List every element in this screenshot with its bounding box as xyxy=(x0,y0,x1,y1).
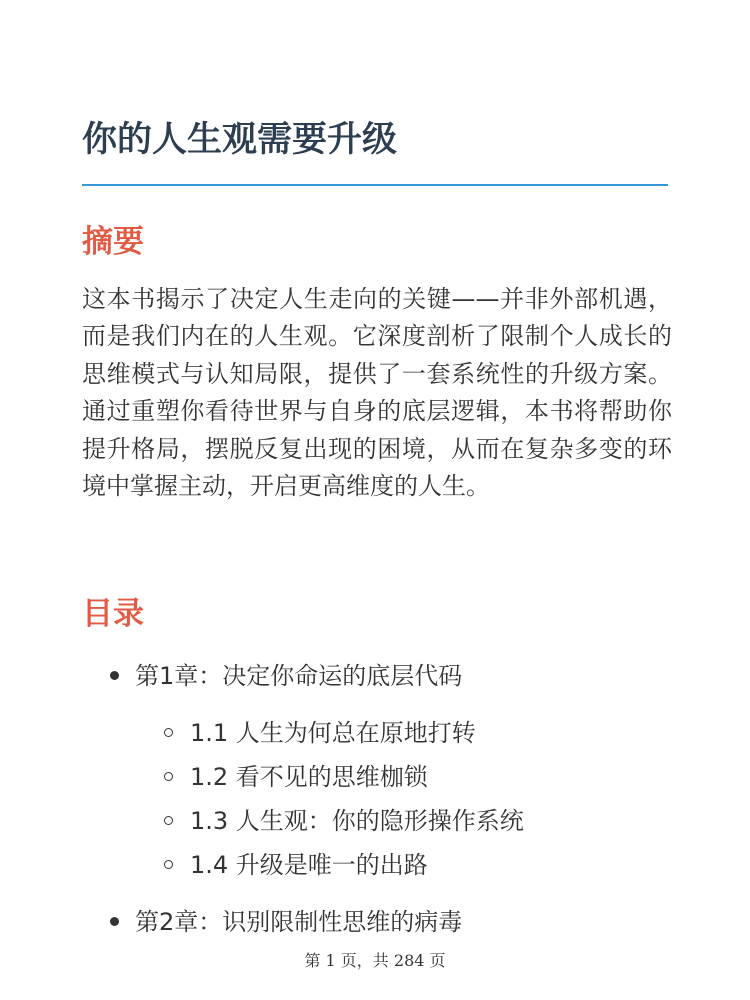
toc-chapter-label: 第1章：决定你命运的底层代码 xyxy=(135,662,463,690)
hollow-bullet-icon xyxy=(164,728,173,737)
page-title: 你的人生观需要升级 xyxy=(82,120,398,160)
filled-bullet-icon xyxy=(110,917,119,926)
filled-bullet-icon xyxy=(110,671,119,680)
toc-section-label: 1.4 升级是唯一的出路 xyxy=(190,851,428,879)
toc-section-label: 1.1 人生为何总在原地打转 xyxy=(190,719,476,747)
toc-heading: 目录 xyxy=(82,596,144,632)
toc-chapter-1[interactable] xyxy=(135,660,462,692)
summary-heading: 摘要 xyxy=(82,224,144,260)
toc-chapter-label: 第2章：识别限制性思维的病毒 xyxy=(135,908,463,936)
toc-section-label: 1.2 看不见的思维枷锁 xyxy=(190,763,428,791)
toc-section-1-2[interactable] xyxy=(190,761,428,793)
title-divider xyxy=(82,184,668,186)
hollow-bullet-icon xyxy=(164,816,173,825)
summary-paragraph: 这本书揭示了决定人生走向的关键——并非外部机遇，而是我们内在的人生观。它深度剖析了限制个人成长的思维模式与认知局限，提供了一套系统性的升级方案。通过重塑你看待世界与自身的底层逻辑，本书将帮助你提升格局，摆脱反复出现的困境，从而在复杂多变的环境中掌握主动，开启更高维度的人生。 xyxy=(82,285,672,501)
hollow-bullet-icon xyxy=(164,772,173,781)
toc-chapter-2[interactable] xyxy=(135,906,462,938)
toc-section-1-3[interactable] xyxy=(190,805,524,837)
toc-section-1-4[interactable] xyxy=(190,849,428,881)
page-number-footer: 第 1 页，共 284 页 xyxy=(304,951,446,970)
hollow-bullet-icon xyxy=(164,860,173,869)
toc-section-1-1[interactable] xyxy=(190,717,476,749)
toc-section-label: 1.3 人生观：你的隐形操作系统 xyxy=(190,807,524,835)
